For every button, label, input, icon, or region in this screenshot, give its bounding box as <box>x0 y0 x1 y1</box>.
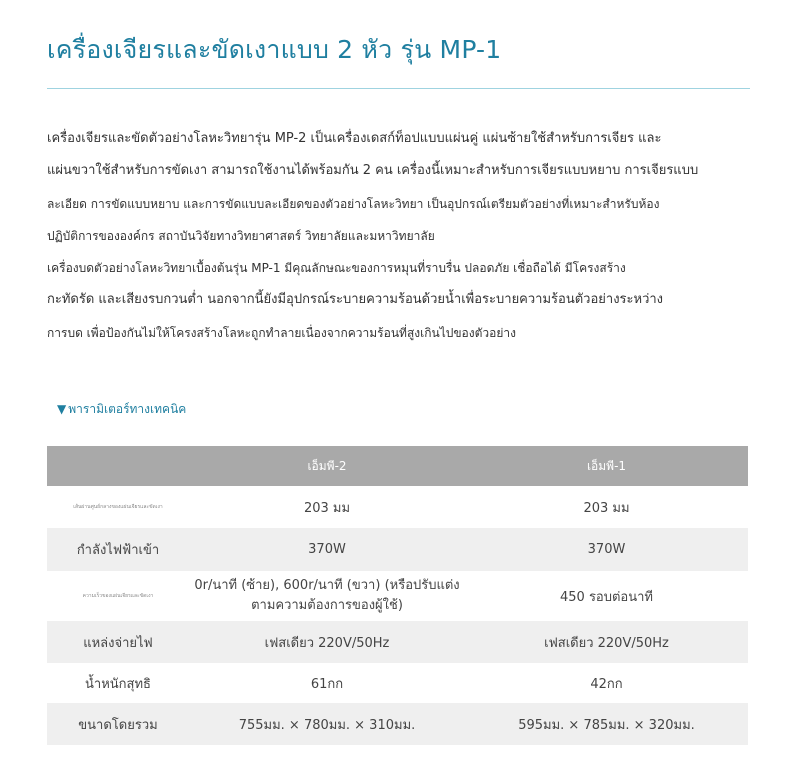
intro-text <box>47 123 757 349</box>
table-row-disc-speed <box>47 571 748 621</box>
cell-mp2: 370W <box>189 528 465 571</box>
spec-table <box>47 446 748 745</box>
intro-line-2: แผ่นขวาใช้สำหรับการขัดเงา สามารถใช้งานได้พร้อมกัน 2 คน เครื่องนี้เหมาะสำหรับการเจียรแบบหยาบ การเจียรแบบ <box>47 163 699 179</box>
table-row-disc-diameter <box>47 486 748 528</box>
cell-mp1: เฟสเดียว 220V/50Hz <box>465 621 748 663</box>
cell-mp2-line2: ตามความต้องการของผู้ใช้) <box>251 598 403 613</box>
row-label: ขนาดโดยรวม <box>47 703 189 745</box>
row-label: ความเร็วของแผ่นเจียรและขัดเงา <box>47 571 189 621</box>
cell-mp1: 203 มม <box>465 486 748 528</box>
table-header-row <box>47 446 748 486</box>
cell-mp1: 595มม. × 785มม. × 320มม. <box>465 703 748 745</box>
row-label: กำลังไฟฟ้าเข้า <box>47 528 189 571</box>
title-divider <box>47 88 750 89</box>
triangle-down-icon: ▼ <box>57 402 67 416</box>
table-row-net-weight <box>47 663 748 703</box>
cell-mp2: 203 มม <box>189 486 465 528</box>
row-label: แหล่งจ่ายไฟ <box>47 621 189 663</box>
header-mp1: เอ็มพี-1 <box>465 446 748 486</box>
table-row-power-supply <box>47 621 748 663</box>
intro-line-7: การบด เพื่อป้องกันไม่ให้โครงสร้างโลหะถูกทำลายเนื่องจากความร้อนที่สูงเกินไปของตัวอย่าง <box>47 325 516 340</box>
row-label: เส้นผ่านศูนย์กลางของแผ่นเจียรและขัดเงา <box>47 486 189 528</box>
row-label: น้ำหนักสุทธิ <box>47 663 189 703</box>
cell-mp2: เฟสเดียว 220V/50Hz <box>189 621 465 663</box>
cell-mp1: 42กก <box>465 663 748 703</box>
intro-line-1: เครื่องเจียรและขัดตัวอย่างโลหะวิทยารุ่น MP-2 เป็นเครื่องเดสก์ท็อปแบบแผ่นคู่ แผ่นซ้ายใช้สำหรับการเจียร และ <box>47 131 662 146</box>
intro-line-6: กะทัดรัด และเสียงรบกวนต่ำ นอกจากนี้ยังมีอุปกรณ์ระบายความร้อนด้วยน้ำเพื่อระบายความร้อนตัวอย่างระหว่าง <box>47 292 664 308</box>
technical-parameters-label: พารามิเตอร์ทางเทคนิค <box>68 402 187 416</box>
page-title: เครื่องเจียรและขัดเงาแบบ 2 หัว รุ่น MP-1 <box>47 35 502 64</box>
cell-mp2 <box>189 571 465 621</box>
technical-parameters-toggle[interactable] <box>57 400 186 419</box>
cell-mp1: 370W <box>465 528 748 571</box>
intro-line-4: ปฏิบัติการขององค์กร สถาบันวิจัยทางวิทยาศาสตร์ วิทยาลัยและมหาวิทยาลัย <box>47 228 435 243</box>
cell-mp2-line1: 0r/นาที (ซ้าย), 600r/นาที (ขวา) (หรือปรับแต่ง <box>194 578 460 593</box>
header-label-col <box>47 446 189 486</box>
intro-line-3: ละเอียด การขัดแบบหยาบ และการขัดแบบละเอียดของตัวอย่างโลหะวิทยา เป็นอุปกรณ์เตรียมตัวอย่างที่เหมาะสำหรับห้อง <box>47 196 660 211</box>
table-row-dimensions <box>47 703 748 745</box>
table-row-input-power <box>47 528 748 571</box>
intro-line-5: เครื่องบดตัวอย่างโลหะวิทยาเบื้องต้นรุ่น MP-1 มีคุณลักษณะของการหมุนที่ราบรื่น ปลอดภัย เชื่อถือได้ มีโครงสร้าง <box>47 261 626 276</box>
cell-mp1: 450 รอบต่อนาที <box>465 571 748 621</box>
cell-mp2: 755มม. × 780มม. × 310มม. <box>189 703 465 745</box>
header-mp2: เอ็มพี-2 <box>189 446 465 486</box>
cell-mp2: 61กก <box>189 663 465 703</box>
